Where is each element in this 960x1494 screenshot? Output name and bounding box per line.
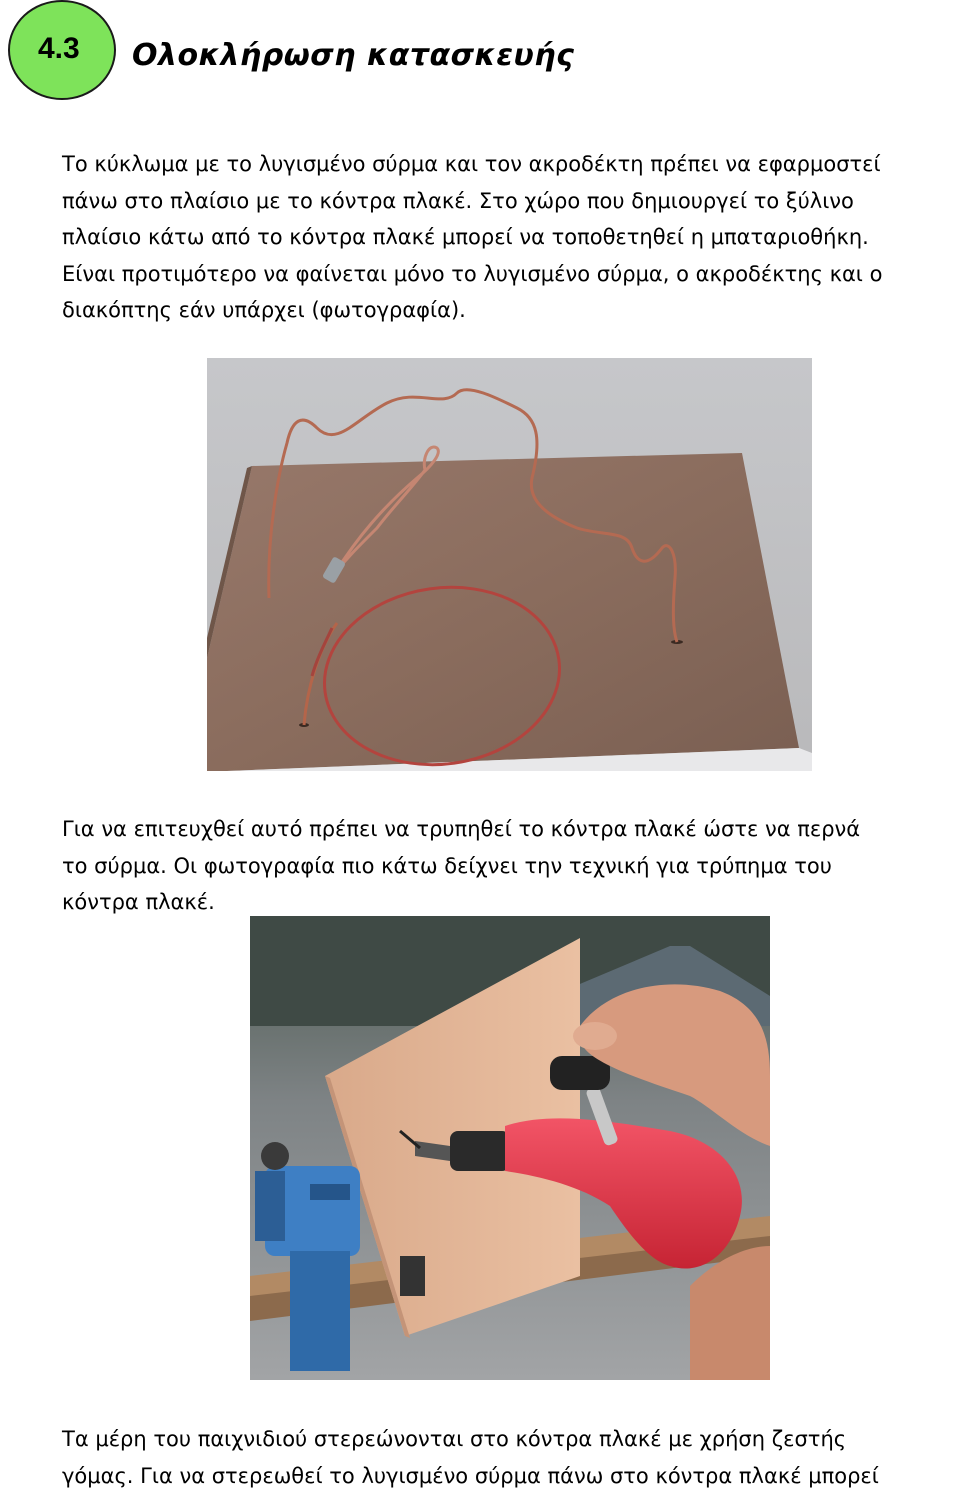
photo-wire-on-plywood-icon bbox=[207, 358, 812, 771]
wire-game-photo bbox=[207, 358, 812, 771]
glue-paragraph bbox=[62, 1421, 957, 1494]
paragraph-line: το σύρμα. Οι φωτογραφία πιο κάτω δείχνει την τεχνική για τρύπημα του bbox=[62, 848, 957, 885]
drilling-paragraph bbox=[62, 811, 957, 921]
photo-hand-drill-and-vise-icon bbox=[250, 916, 770, 1380]
paragraph-line: Τα μέρη του παιχνιδιού στερεώνονται στο κόντρα πλακέ με χρήση ζεστής bbox=[62, 1421, 957, 1458]
section-number-badge bbox=[8, 0, 116, 100]
paragraph-line: Είναι προτιμότερο να φαίνεται μόνο το λυγισμένο σύρμα, ο ακροδέκτης και ο bbox=[62, 256, 957, 293]
paragraph-line: πλαίσιο κάτω από το κόντρα πλακέ μπορεί να τοποθετηθεί η μπαταριοθήκη. bbox=[62, 219, 957, 256]
drilling-photo bbox=[250, 916, 770, 1380]
paragraph-line: διακόπτης εάν υπάρχει (φωτογραφία). bbox=[62, 292, 957, 329]
intro-paragraph bbox=[62, 146, 957, 329]
paragraph-line: πάνω στο πλαίσιο με το κόντρα πλακέ. Στο χώρο που δημιουργεί το ξύλινο bbox=[62, 183, 957, 220]
paragraph-line: Για να επιτευχθεί αυτό πρέπει να τρυπηθεί το κόντρα πλακέ ώστε να περνά bbox=[62, 811, 957, 848]
section-title: Ολοκλήρωση κατασκευής bbox=[132, 38, 574, 73]
paragraph-line: γόμας. Για να στερεωθεί το λυγισμένο σύρμα πάνω στο κόντρα πλακέ μπορεί bbox=[62, 1458, 957, 1494]
paragraph-line: κόντρα πλακέ. bbox=[62, 884, 957, 921]
paragraph-line: Το κύκλωμα με το λυγισμένο σύρμα και τον ακροδέκτη πρέπει να εφαρμοστεί bbox=[62, 146, 957, 183]
section-number: 4.3 bbox=[38, 32, 80, 66]
